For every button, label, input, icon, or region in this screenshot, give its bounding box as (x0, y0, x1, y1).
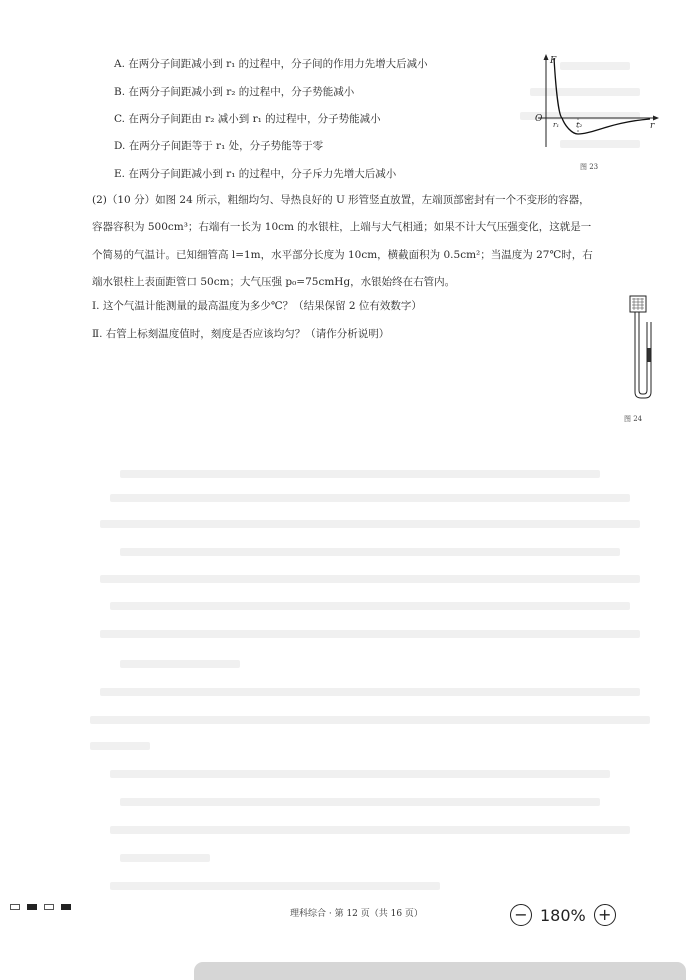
problem-2-line-3: 个简易的气温计。已知细管高 l=1m，水平部分长度为 10cm，横截面积为 0.5cm²；当温度为 27℃时，右 (92, 249, 593, 261)
question-1: Ⅰ. 这个气温计能测量的最高温度为多少℃？（结果保留 2 位有效数字） (92, 300, 422, 312)
origin-label: O (535, 114, 543, 124)
option-b: B. 在两分子间距减小到 r₂ 的过程中，分子势能减小 (114, 86, 355, 98)
zoom-level: 180% (540, 905, 586, 925)
problem-2-line-2: 容器容积为 500cm³；右端有一长为 10cm 的水银柱，上端与大气相通；如果不计大气压强变化，这就是一 (92, 221, 592, 233)
figure-24-caption: 图 24 (624, 415, 643, 423)
figure-23-caption: 图 23 (580, 163, 599, 171)
force-axis-label: F (550, 56, 557, 66)
r2-label: r₂ (576, 121, 583, 129)
page-dot[interactable] (10, 904, 20, 910)
zoom-out-button[interactable] (510, 904, 532, 926)
u-tube-thermometer-figure (620, 292, 660, 412)
option-e: E. 在两分子间距减小到 r₁ 的过程中，分子斥力先增大后减小 (114, 168, 397, 180)
page-dot-active[interactable] (27, 904, 37, 910)
distance-axis-label: r (650, 121, 655, 131)
problem-2-line-4: 端水银柱上表面距管口 50cm；大气压强 p₀=75cmHg，水银始终在右管内。 (92, 276, 456, 288)
page-footer: 理科综合 · 第 12 页（共 16 页） (290, 909, 423, 919)
question-2: Ⅱ. 右管上标刻温度值时，刻度是否应该均匀？（请作分析说明） (92, 328, 390, 340)
zoom-control (510, 904, 616, 926)
force-distance-graph (532, 52, 662, 152)
option-a: A. 在两分子间距减小到 r₁ 的过程中，分子间的作用力先增大后减小 (114, 58, 428, 70)
r1-label: r₁ (553, 121, 560, 129)
option-c: C. 在两分子间距由 r₂ 减小到 r₁ 的过程中，分子势能减小 (114, 113, 381, 125)
page-indicator (10, 904, 71, 910)
minus-icon: − (514, 905, 528, 924)
option-d: D. 在两分子间距等于 r₁ 处，分子势能等于零 (114, 140, 324, 152)
horizontal-scrollbar[interactable] (194, 962, 686, 980)
page-dot-active[interactable] (61, 904, 71, 910)
problem-2-line-1: (2)（10 分）如图 24 所示，粗细均匀、导热良好的 U 形管竖直放置，左端顶部密封有一个不变形的容器， (92, 194, 590, 206)
page-dot[interactable] (44, 904, 54, 910)
zoom-in-button[interactable] (594, 904, 616, 926)
plus-icon: + (598, 905, 612, 924)
